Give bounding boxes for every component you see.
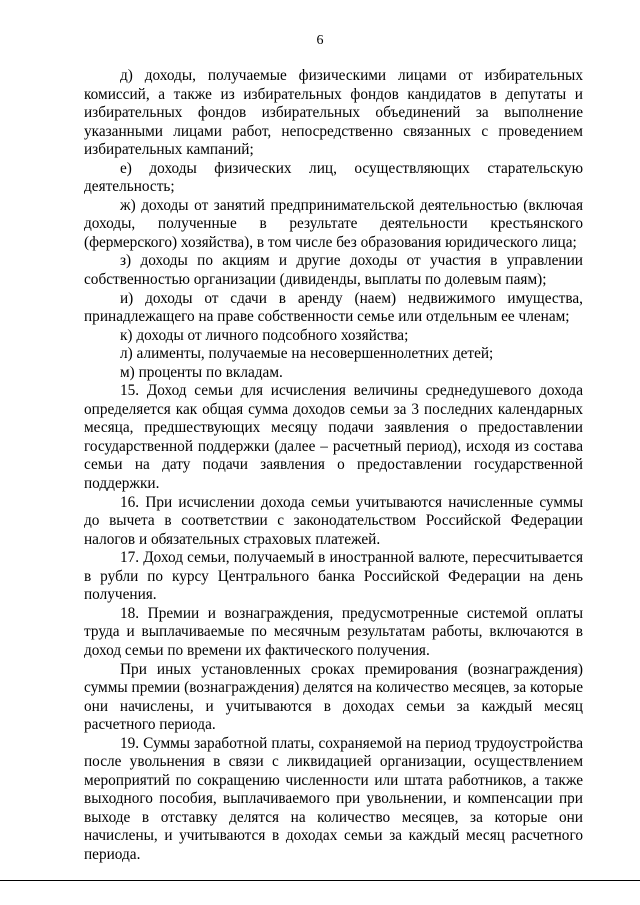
paragraph-item-k: к) доходы от личного подсобного хозяйства; — [120, 326, 409, 344]
page-number: 6 — [316, 33, 324, 48]
document-body — [84, 67, 583, 865]
paragraph-item-zh: ж) доходы от занятий предпринимательской деятельностью (включая доходы, полученные в результате деятельности крестьянского (фермерского) хозяйства), в том числе без образования юридического лица; — [84, 196, 583, 251]
paragraph-item-d: д) доходы, получаемые физическими лицами от избирательных комиссий, а также из избирательных фондов кандидатов в депутаты и избирательных фондов избирательных объединений за выполнение указанными лицами работ, непосредственно связанных с проведением избирательных кампаний; — [84, 67, 583, 159]
bottom-divider — [0, 880, 640, 881]
paragraph-item-l: л) алименты, получаемые на несовершеннолетних детей; — [120, 345, 494, 363]
paragraph-item-m: м) проценты по вкладам. — [120, 363, 283, 381]
paragraph-clause-15: 15. Доход семьи для исчисления величины среднедушевого дохода определяется как общая сумма доходов семьи за 3 последних календарных месяца, предшествующих месяцу подачи заявления о предоставлении государственной поддержки (далее – расчетный период), исходя из состава семьи на дату подачи заявления о предоставлении государственной поддержки. — [84, 382, 583, 493]
paragraph-clause-17: 17. Доход семьи, получаемый в иностранной валюте, пересчитывается в рубли по курсу Центрального банка Российской Федерации на день получения. — [84, 549, 583, 604]
paragraph-item-z: з) доходы по акциям и другие доходы от участия в управлении собственностью организации (дивиденды, выплаты по долевым паям); — [84, 252, 583, 289]
paragraph-item-e: е) доходы физических лиц, осуществляющих старательскую деятельность; — [84, 159, 583, 196]
paragraph-clause-18: 18. Премии и вознаграждения, предусмотренные системой оплаты труда и выплачиваемые по месячным результатам работы, включаются в доход семьи по времени их фактического получения. — [84, 604, 583, 659]
paragraph-clause-16: 16. При исчислении дохода семьи учитываются начисленные суммы до вычета в соответствии с законодательством Российской Федерации налогов и обязательных страховых платежей. — [84, 493, 583, 548]
paragraph-clause-19: 19. Суммы заработной платы, сохраняемой на период трудоустройства после увольнения в связи с ликвидацией организации, осуществлением мероприятий по сокращению численности или штата работников, а также выходного пособия, выплачиваемого при увольнении, и компенсации при выходе в отставку делятся на количество месяцев, за которые они начислены, и учитываются в доходах семьи за каждый месяц расчетного периода. — [84, 734, 583, 863]
paragraph-clause-18-continued: При иных установленных сроках премирования (вознаграждения) суммы премии (вознаграждения) делятся на количество месяцев, за которые они начислены, и учитываются в доходах семьи за каждый месяц расчетного периода. — [84, 660, 583, 734]
paragraph-item-i: и) доходы от сдачи в аренду (наем) недвижимого имущества, принадлежащего на праве собственности семье или отдельным ее членам; — [84, 289, 583, 326]
